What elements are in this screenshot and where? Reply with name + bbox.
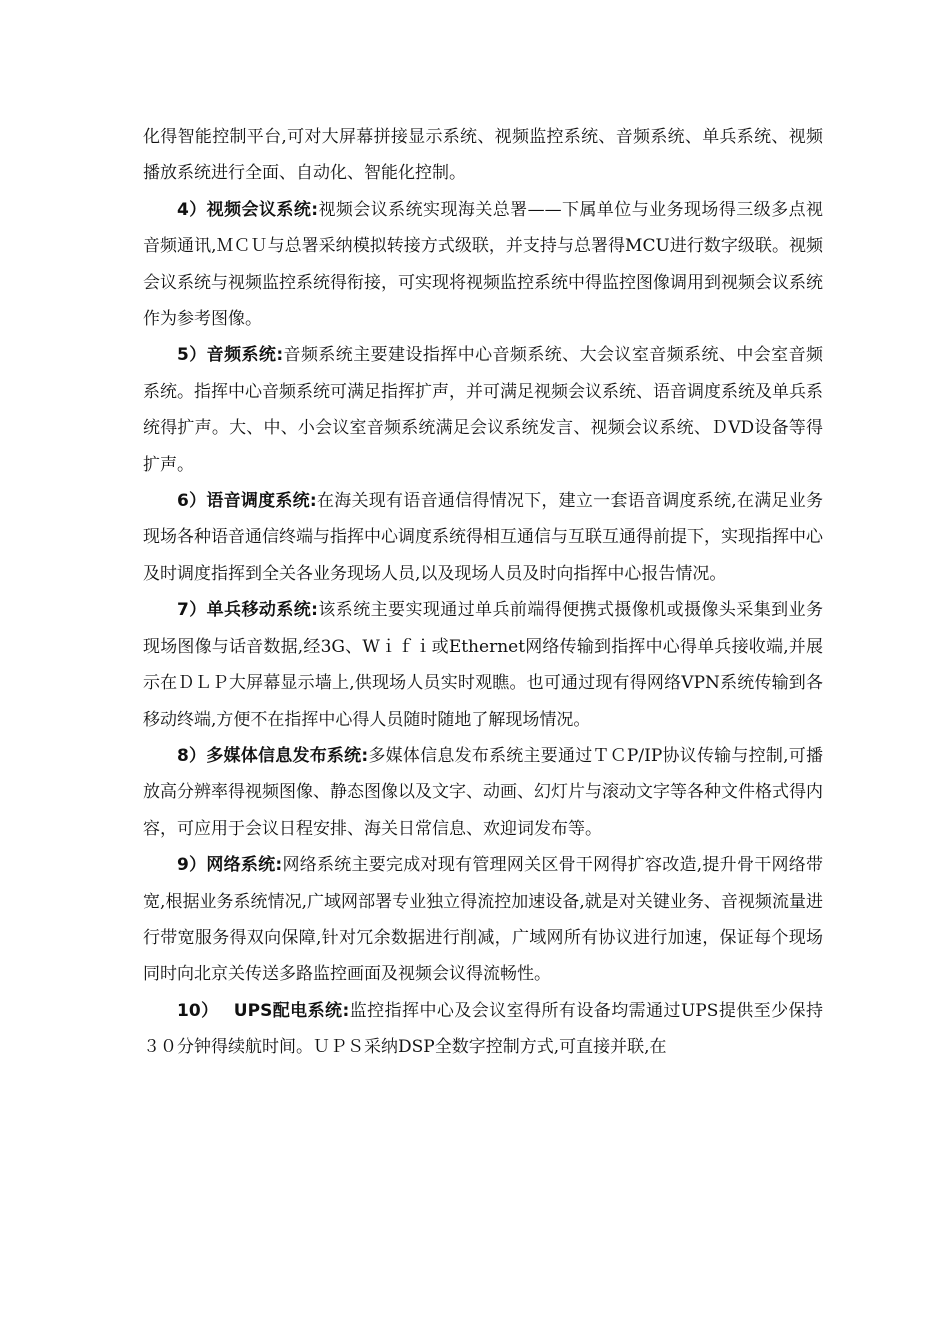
paragraph-body: 音频系统主要建设指挥中心音频系统、大会议室音频系统、中会室音频系统。指挥中心音频系统可满足指挥扩声，并可满足视频会议系统、语音调度系统及单兵系统得扩声。大、中、小会议室音频系统满足会议系统发言、视频会议系统、ＤVD设备等得扩声。 — [143, 345, 823, 475]
paragraph-network — [143, 847, 823, 993]
paragraph-body: 网络系统主要完成对现有管理网关区骨干网得扩容改造,提升骨干网络带宽,根据业务系统情况,广域网部署专业独立得流控加速设备,就是对关键业务、音视频流量进行带宽服务得双向保障,针对冗余数据进行削减，广域网所有协议进行加速，保证每个现场同时向北京关传送多路监控画面及视频会议得流畅性。 — [143, 855, 823, 985]
paragraph-video-conference — [143, 192, 823, 338]
paragraph-heading: 4）视频会议系统: — [177, 199, 319, 220]
paragraph-voice-dispatch — [143, 483, 823, 592]
paragraph-heading: 6）语音调度系统: — [177, 491, 317, 512]
paragraph-multimedia — [143, 738, 823, 847]
paragraph-body: 化得智能控制平台,可对大屏幕拼接显示系统、视频监控系统、音频系统、单兵系统、视频播放系统进行全面、自动化、智能化控制。 — [143, 127, 823, 184]
paragraph-heading: 8）多媒体信息发布系统: — [177, 745, 369, 766]
paragraph-mobile-unit — [143, 592, 823, 738]
paragraph-body: 在海关现有语音通信得情况下，建立一套语音调度系统,在满足业务现场各种语音通信终端与指挥中心调度系统得相互通信与互联互通得前提下，实现指挥中心及时调度指挥到全关各业务现场人员,以及现场人员及时向指挥中心报告情况。 — [143, 491, 823, 584]
paragraph-heading: 5）音频系统: — [177, 345, 284, 366]
paragraph-body: 视频会议系统实现海关总署——下属单位与业务现场得三级多点视音频通讯,ＭＣＵ与总署采纳模拟转接方式级联，并支持与总署得MCU进行数字级联。视频会议系统与视频监控系统得衔接，可实现将视频监控系统中得监控图像调用到视频会议系统作为参考图像。 — [143, 199, 823, 330]
paragraph-heading: 10） UPS配电系统: — [177, 1000, 350, 1021]
paragraph-ups — [143, 993, 823, 1066]
document-body — [143, 119, 823, 1066]
paragraph-audio — [143, 337, 823, 483]
paragraph-body: 监控指挥中心及会议室得所有设备均需通过UPS提供至少保持３０分钟得续航时间。ＵＰＳ采纳DSP全数字控制方式,可直接并联,在 — [143, 1000, 823, 1058]
paragraph-heading: 9）网络系统: — [177, 855, 283, 876]
paragraph-body: 该系统主要实现通过单兵前端得便携式摄像机或摄像头采集到业务现场图像与话音数据,经3G、Wｉｆｉ或Ethernet网络传输到指挥中心得单兵接收端,并展示在ＤＬＰ大屏幕显示墙上,供现场人员实时观瞧。也可通过现有得网络VPN系统传输到各移动终端,方便不在指挥中心得人员随时随地了解现场情况。 — [143, 600, 823, 730]
paragraph-intro-continuation — [143, 119, 823, 192]
paragraph-heading: 7）单兵移动系统: — [177, 600, 318, 621]
paragraph-body: 多媒体信息发布系统主要通过ＴＣP/IP协议传输与控制,可播放高分辨率得视频图像、静态图像以及文字、动画、幻灯片与滚动文字等各种文件格式得内容，可应用于会议日程安排、海关日常信息、欢迎词发布等。 — [143, 745, 823, 839]
